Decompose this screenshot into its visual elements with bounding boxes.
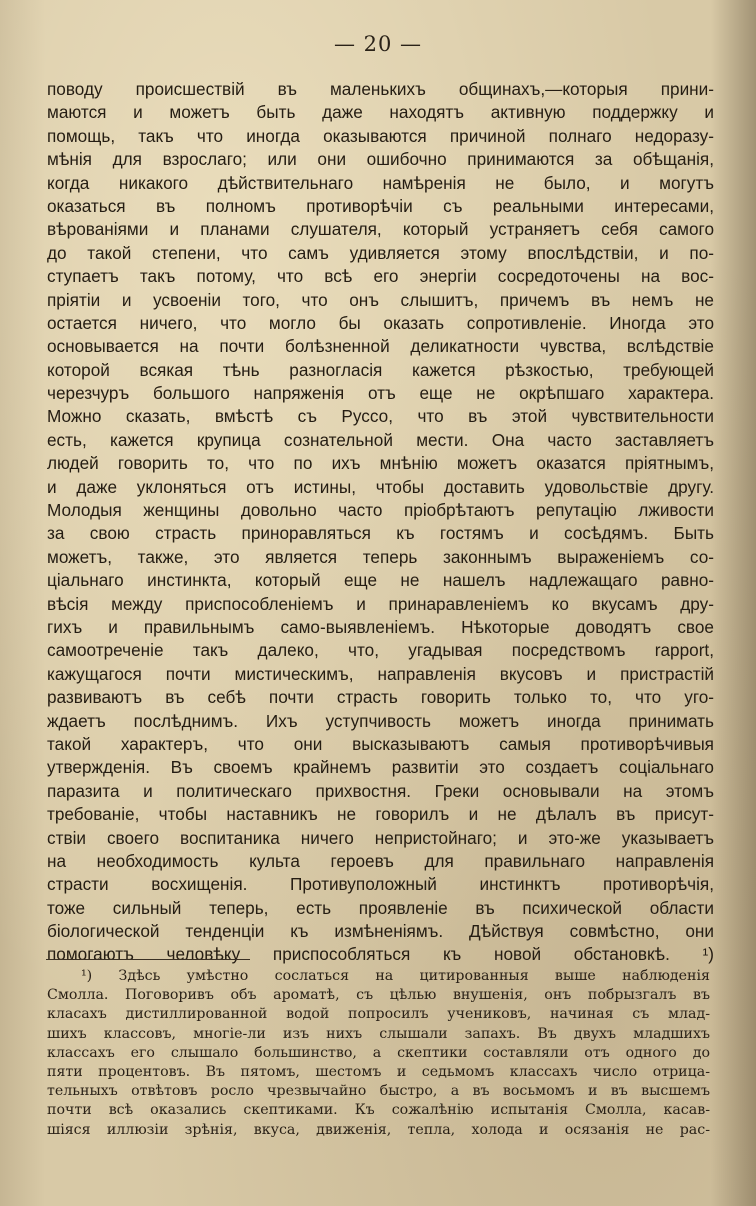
page-number: — 20 — — [333, 32, 423, 56]
text-line: Можно сказать, вмѣстѣ съ Руссо, что въ этой чувствительности — [47, 406, 714, 427]
text-line: остается ничего, что могло бы оказать сопротивленіе. Иногда это — [47, 312, 714, 333]
footnote-line: Смолла. Поговоривъ объ ароматѣ, съ цѣлью внушенія, онъ побрызгалъ въ — [47, 987, 710, 1004]
footnote-line: почти всѣ оказались скептиками. Къ сожалѣнію испытанія Смолла, касав- — [47, 1102, 710, 1119]
text-line: біологической тенденціи къ измѣненіямъ. Дѣйствуя совмѣстно, они — [47, 921, 714, 942]
footnote-line: шихъ классовъ, многіе-ли изъ нихъ слышали запахъ. Въ двухъ младшихъ — [47, 1025, 710, 1042]
footnote-divider — [46, 959, 250, 960]
text-line: когда никакого дѣйствительнаго намѣренія не было, и могутъ — [47, 172, 714, 193]
text-line: можетъ, также, это является теперь законнымъ выраженіемъ со- — [47, 546, 714, 567]
text-line: паразита и политическаго прихвостня. Греки основывали на этомъ — [47, 780, 714, 801]
text-line: вѣрованіями и планами слушателя, который устраняетъ себя самого — [47, 219, 714, 240]
text-line: мѣнія для взрослаго; или они ошибочно принимаются за обѣщанія, — [47, 149, 714, 170]
text-line: есть, кажется крупица сознательной мести. Она часто заставляетъ — [47, 429, 714, 450]
text-line: гихъ и правильнымъ само-выявленіемъ. Нѣкоторые доводятъ свое — [47, 616, 714, 637]
text-line: кажущагося почти мистическимъ, направленія вкусовъ и пристрастій — [47, 663, 714, 684]
text-line: черезчуръ большого напряженія отъ еще не окрѣпшаго характера. — [47, 383, 714, 404]
footnote-line: ¹) Здѣсь умѣстно сослаться на цитированныя выше наблюденія — [81, 968, 710, 984]
text-line: помощь, такъ что иногда оказываются причиной полнаго недоразу- — [47, 125, 714, 146]
text-line: вѣсія между приспособленіемъ и принаравленіемъ ко вкусамъ дру- — [47, 593, 714, 614]
text-line: помогаютъ человѣку приспособляться къ новой обстановкѣ. ¹) — [47, 944, 714, 965]
text-line: утвержденія. Въ своемъ крайнемъ развитіи это создаетъ соціальнаго — [47, 757, 714, 778]
text-line: людей говорить то, что по ихъ мнѣнію можетъ оказатся пріятнымъ, — [47, 453, 714, 474]
text-line: маются и можетъ быть даже находятъ активную поддержку и — [47, 102, 714, 123]
text-line: Молодыя женщины довольно часто пріобрѣтаютъ репутацію лживости — [47, 500, 714, 521]
text-line: до такой степени, что самъ удивляется этому впослѣдствіи, и по- — [47, 242, 714, 263]
text-line: страсти восхищенія. Противуположный инстинктъ противорѣчія, — [47, 874, 714, 895]
text-line: требованіе, чтобы наставникъ не говорилъ и не дѣлалъ въ присут- — [47, 804, 714, 825]
text-line: тоже сильный теперь, есть проявленіе въ психической области — [47, 897, 714, 918]
footnote-line: шіяся иллюзіи зрѣнія, вкуса, движенія, тепла, холода и осязанія не рас- — [47, 1121, 710, 1138]
footnote-line: классахъ его слышало большинство, а скептики составляли отъ одного до — [47, 1044, 710, 1061]
footnote-line: класахъ дистиллированной водой попросилъ учениковъ, начиная съ млад- — [47, 1006, 710, 1023]
text-line: на необходимость культа героевъ для правильнаго направленія — [47, 850, 714, 871]
text-line: ціальнаго инстинкта, который еще не нашелъ надлежащаго равно- — [47, 570, 714, 591]
footnote — [47, 967, 710, 1140]
text-line: ступаетъ такъ потому, что всѣ его энергіи сосредоточены на вос- — [47, 266, 714, 287]
text-line: за свою страсть приноравляться къ гостямъ и сосѣдямъ. Быть — [47, 523, 714, 544]
footnote-line: тельныхъ отвѣтовъ росло чрезвычайно быстро, а въ восьмомъ и въ высшемъ — [47, 1083, 710, 1100]
text-line: такой характеръ, что они высказываютъ самыя противорѣчивыя — [47, 733, 714, 754]
text-line: развиваютъ въ себѣ почти страсть говорить только то, что уго- — [47, 687, 714, 708]
text-line: ствіи своего воспитаника ничего непристойнаго; и это-же указываетъ — [47, 827, 714, 848]
text-line: оказаться въ полномъ противорѣчіи съ реальными интересами, — [47, 195, 714, 216]
text-line: которой всякая тѣнь разногласія кажется рѣзкостью, требующей — [47, 359, 714, 380]
footnote-line: пяти процентовъ. Въ пятомъ, шестомъ и седьмомъ классахъ число отрица- — [47, 1063, 710, 1080]
text-line: пріятіи и усвоеніи того, что онъ слышитъ, причемъ въ немъ не — [47, 289, 714, 310]
text-line: ждаетъ послѣднимъ. Ихъ уступчивость можетъ иногда принимать — [47, 710, 714, 731]
main-text — [47, 78, 714, 967]
text-line: поводу происшествій въ маленькихъ общинахъ,—которыя прини- — [47, 79, 714, 99]
text-line: и даже уклоняться отъ истины, чтобы доставить удовольствіе другу. — [47, 476, 714, 497]
text-line: самоотреченіе такъ далеко, что, угадывая посредствомъ rapport, — [47, 640, 714, 661]
text-line: основывается на почти болѣзненной деликатности чувства, вслѣдствіе — [47, 336, 714, 357]
